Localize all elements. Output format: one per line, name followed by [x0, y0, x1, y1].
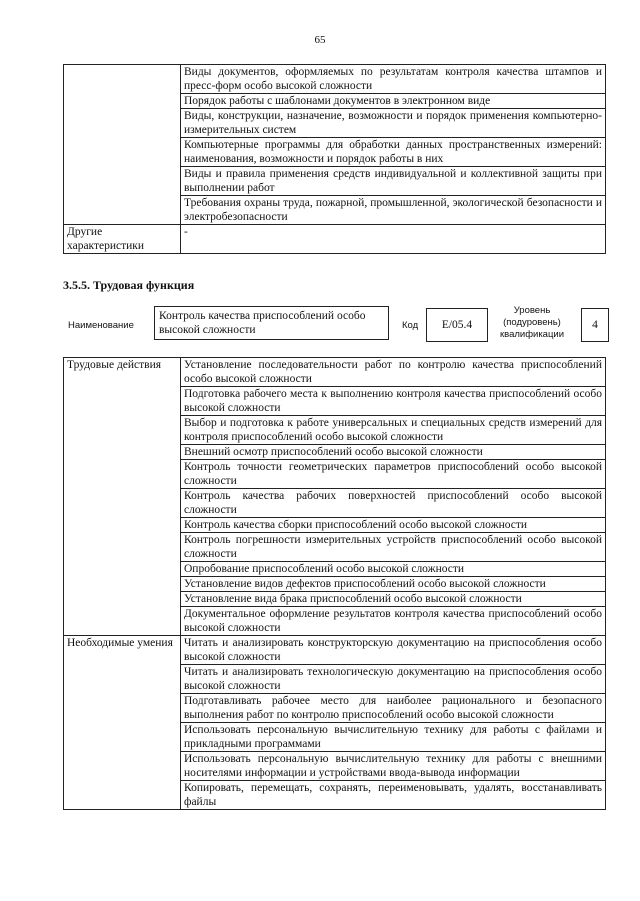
- row-label: Другие характеристики: [64, 225, 181, 254]
- row-label: Необходимые умения: [64, 636, 181, 810]
- row-item: Виды, конструкции, назначение, возможности и порядок применения компьютерно-измерительных систем: [181, 109, 606, 138]
- page-number: 65: [314, 34, 326, 46]
- row-item: Копировать, перемещать, сохранять, переименовывать, удалять, восстанавливать файлы: [181, 781, 606, 810]
- name-label: Наименование: [68, 320, 134, 331]
- row-label: Трудовые действия: [64, 358, 181, 636]
- row-item: Контроль качества рабочих поверхностей приспособлений особо высокой сложности: [181, 489, 606, 518]
- row-item: Использовать персональную вычислительную технику для работы с внешними носителями информации и устройствами ввода-вывода информации: [181, 752, 606, 781]
- row-item: Внешний осмотр приспособлений особо высокой сложности: [181, 445, 606, 460]
- code-label: Код: [402, 320, 419, 331]
- row-item: Установление вида брака приспособлений особо высокой сложности: [181, 592, 606, 607]
- row-item: Порядок работы с шаблонами документов в электронном виде: [181, 94, 606, 109]
- table-row: [64, 636, 606, 665]
- row-item: Виды и правила применения средств индивидуальной и коллективной защиты при выполнении работ: [181, 167, 606, 196]
- row-item: Документальное оформление результатов контроля качества приспособлений особо высокой сложности: [181, 607, 606, 636]
- table-row: [64, 225, 606, 254]
- qualification-level-label: Уровень (подуровень) квалификации: [499, 305, 565, 340]
- row-item: Читать и анализировать конструкторскую документацию на приспособления особо высокой сложности: [181, 636, 606, 665]
- row-item: Читать и анализировать технологическую документацию на приспособления особо высокой сложности: [181, 665, 606, 694]
- row-item: Использовать персональную вычислительную технику для работы с файлами и прикладными программами: [181, 723, 606, 752]
- name-value: Контроль качества приспособлений особо высокой сложности: [154, 306, 389, 340]
- row-item: Установление последовательности работ по контролю качества приспособлений особо высокой сложности: [181, 358, 606, 387]
- row-item: Контроль качества сборки приспособлений особо высокой сложности: [181, 518, 606, 533]
- row-item: Виды документов, оформляемых по результатам контроля качества штампов и пресс-форм особо высокой сложности: [181, 65, 606, 94]
- row-item: Требования охраны труда, пожарной, промышленной, экологической безопасности и электробезопасности: [181, 196, 606, 225]
- row-item: Подготавливать рабочее место для наиболее рационального и безопасного выполнения работ по контролю приспособлений особо высокой сложности: [181, 694, 606, 723]
- row-item: Контроль погрешности измерительных устройств приспособлений особо высокой сложности: [181, 533, 606, 562]
- section-heading: 3.5.5. Трудовая функция: [63, 278, 195, 292]
- row-item: Опробование приспособлений особо высокой сложности: [181, 562, 606, 577]
- row-item: Подготовка рабочего места к выполнению контроля качества приспособлений особо высокой сложности: [181, 387, 606, 416]
- labor-function-table: [63, 357, 606, 810]
- qualification-level-value: 4: [581, 308, 609, 342]
- table-row: [64, 65, 606, 94]
- row-item: -: [181, 225, 606, 254]
- row-item: Контроль точности геометрических параметров приспособлений особо высокой сложности: [181, 460, 606, 489]
- row-item: Выбор и подготовка к работе универсальных и специальных средств измерений для контроля приспособлений особо высокой сложности: [181, 416, 606, 445]
- row-label: [64, 65, 181, 225]
- code-value: E/05.4: [426, 308, 488, 342]
- row-item: Установление видов дефектов приспособлений особо высокой сложности: [181, 577, 606, 592]
- table-row: [64, 358, 606, 387]
- row-item: Компьютерные программы для обработки данных пространственных измерений: наименования, возможности и порядок работы в них: [181, 138, 606, 167]
- knowledge-table: [63, 64, 606, 254]
